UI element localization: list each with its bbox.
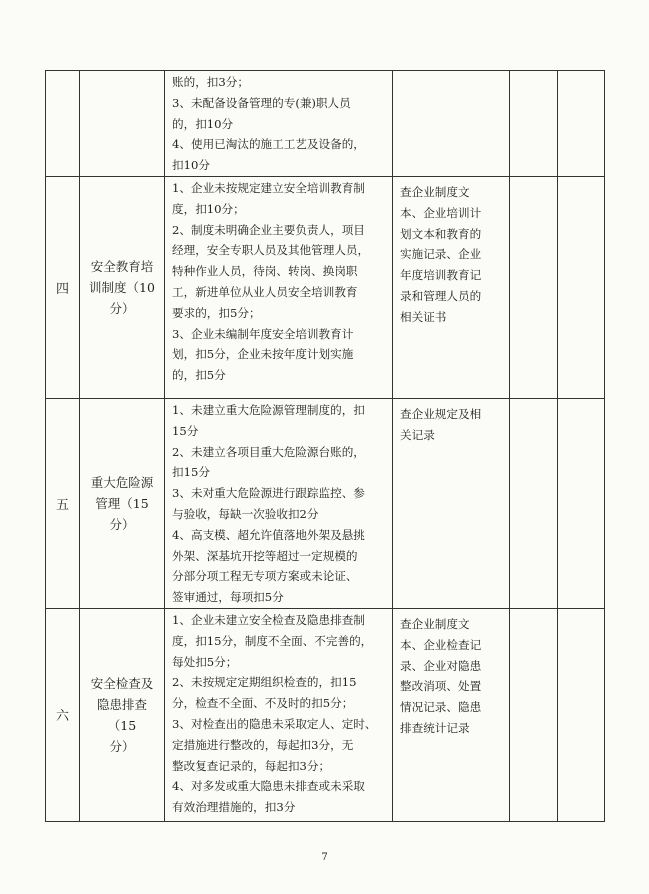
safety-assessment-table bbox=[45, 70, 605, 822]
criteria-line: 4、对多发或重大隐患未排查或未采取 bbox=[172, 779, 365, 794]
table-row bbox=[46, 71, 605, 177]
criteria-line: 3、企业未编制年度安全培训教育计 bbox=[172, 326, 354, 341]
assessment-item bbox=[80, 71, 165, 177]
criteria-line: 的，扣10分 bbox=[172, 116, 234, 131]
section-number: 六 bbox=[46, 608, 80, 821]
criteria-line: 划，扣5分，企业未按年度计划实施 bbox=[172, 347, 354, 362]
criteria-line: 3、对检查出的隐患未采取定人、定时、 bbox=[172, 716, 377, 731]
section-number: 四 bbox=[46, 176, 80, 398]
method-line: 查企业规定及相 bbox=[400, 406, 482, 421]
item-line: 训制度（10 bbox=[89, 279, 155, 295]
method-line: 划文本和教育的 bbox=[400, 226, 482, 241]
score-cell bbox=[510, 608, 558, 821]
criteria-line: 3、未配备设备管理的专(兼)职人员 bbox=[172, 95, 351, 110]
method-line: 查企业制度文 bbox=[400, 184, 470, 199]
method-line: 查企业制度文 bbox=[400, 616, 470, 631]
criteria-line: 分部分项工程无专项方案或未论证、 bbox=[172, 569, 358, 584]
criteria-line: 15分 bbox=[172, 423, 199, 438]
criteria-line: 3、未对重大危险源进行跟踪监控、参 bbox=[172, 486, 365, 501]
criteria-line: 2、未按规定定期组织检查的，扣15 bbox=[172, 675, 357, 690]
score-cell bbox=[510, 398, 558, 608]
item-line: 隐患排查（15 bbox=[96, 696, 147, 733]
method-line: 年度培训教育记 bbox=[400, 268, 482, 283]
criteria-line: 特种作业人员，待岗、转岗、换岗职 bbox=[172, 264, 358, 279]
criteria-line: 外架、深基坑开挖等超过一定规模的 bbox=[172, 548, 358, 563]
remark-cell bbox=[558, 176, 605, 398]
criteria-line: 1、未建立重大危险源管理制度的，扣 bbox=[172, 402, 365, 417]
item-line: 重大危险源 bbox=[90, 474, 154, 490]
assessment-item bbox=[80, 398, 165, 608]
section-number bbox=[46, 71, 80, 177]
criteria-line: 1、企业未建立安全检查及隐患排查制 bbox=[172, 612, 365, 627]
method-line: 相关证书 bbox=[400, 309, 447, 324]
criteria-line: 的，扣5分 bbox=[172, 368, 226, 383]
method-line: 情况记录、隐患 bbox=[400, 700, 482, 715]
item-line: 分） bbox=[109, 738, 135, 754]
method-line: 整改消项、处置 bbox=[400, 679, 482, 694]
assessment-item bbox=[80, 608, 165, 821]
criteria-line: 扣15分 bbox=[172, 465, 210, 480]
criteria-line: 扣10分 bbox=[172, 158, 210, 173]
criteria-line: 工，新进单位从业人员安全培训教育 bbox=[172, 284, 358, 299]
item-line: 安全检查及 bbox=[90, 675, 154, 691]
criteria-line: 每处扣5分； bbox=[172, 654, 238, 669]
criteria-line: 定措施进行整改的，每起扣3分，无 bbox=[172, 737, 354, 752]
criteria-line: 4、高支模、超允许值落地外架及悬挑 bbox=[172, 527, 365, 542]
method-line: 本、企业培训计 bbox=[400, 205, 482, 220]
criteria-line: 有效治理措施的，扣3分 bbox=[172, 800, 296, 815]
criteria-line: 要求的，扣5分； bbox=[172, 305, 261, 320]
item-line: 分） bbox=[109, 300, 135, 316]
score-cell bbox=[510, 176, 558, 398]
inspection-method bbox=[393, 398, 510, 608]
criteria-line: 签审通过，每项扣5分 bbox=[172, 590, 284, 605]
remark-cell bbox=[558, 608, 605, 821]
deduction-criteria bbox=[165, 398, 393, 608]
criteria-line: 经理，安全专职人员及其他管理人员， bbox=[172, 243, 370, 258]
criteria-line: 2、未建立各项目重大危险源台账的， bbox=[172, 444, 365, 459]
item-line: 管理（15分） bbox=[95, 495, 149, 532]
method-line: 关记录 bbox=[400, 427, 435, 442]
method-line: 本、企业检查记 bbox=[400, 637, 482, 652]
method-line: 排查统计记录 bbox=[400, 720, 470, 735]
criteria-line: 4、使用已淘汰的施工工艺及设备的， bbox=[172, 137, 365, 152]
item-line: 安全教育培 bbox=[90, 258, 154, 274]
criteria-line: 度，扣15分，制度不全面、不完善的， bbox=[172, 633, 373, 648]
score-cell bbox=[510, 71, 558, 177]
criteria-line: 1、企业未按规定建立安全培训教育制 bbox=[172, 180, 365, 195]
method-line: 录、企业对隐患 bbox=[400, 658, 482, 673]
criteria-line: 分，检查不全面、不及时的扣5分； bbox=[172, 696, 354, 711]
remark-cell bbox=[558, 71, 605, 177]
table-row bbox=[46, 608, 605, 821]
criteria-line: 与验收，每缺一次验收扣2分 bbox=[172, 506, 319, 521]
criteria-line: 度，扣10分； bbox=[172, 201, 245, 216]
remark-cell bbox=[558, 398, 605, 608]
inspection-method bbox=[393, 176, 510, 398]
deduction-criteria bbox=[165, 608, 393, 821]
method-line: 录和管理人员的 bbox=[400, 288, 482, 303]
table-row bbox=[46, 398, 605, 608]
assessment-item bbox=[80, 176, 165, 398]
inspection-method bbox=[393, 608, 510, 821]
inspection-method bbox=[393, 71, 510, 177]
table-row bbox=[46, 176, 605, 398]
page-number: 7 bbox=[321, 852, 328, 863]
section-number: 五 bbox=[46, 398, 80, 608]
criteria-line: 整改复查记录的，每起扣3分； bbox=[172, 758, 331, 773]
criteria-line: 2、制度未明确企业主要负责人，项目 bbox=[172, 222, 365, 237]
deduction-criteria bbox=[165, 71, 393, 177]
deduction-criteria bbox=[165, 176, 393, 398]
method-line: 实施记录、企业 bbox=[400, 247, 482, 262]
criteria-line: 账的，扣3分； bbox=[172, 75, 249, 89]
